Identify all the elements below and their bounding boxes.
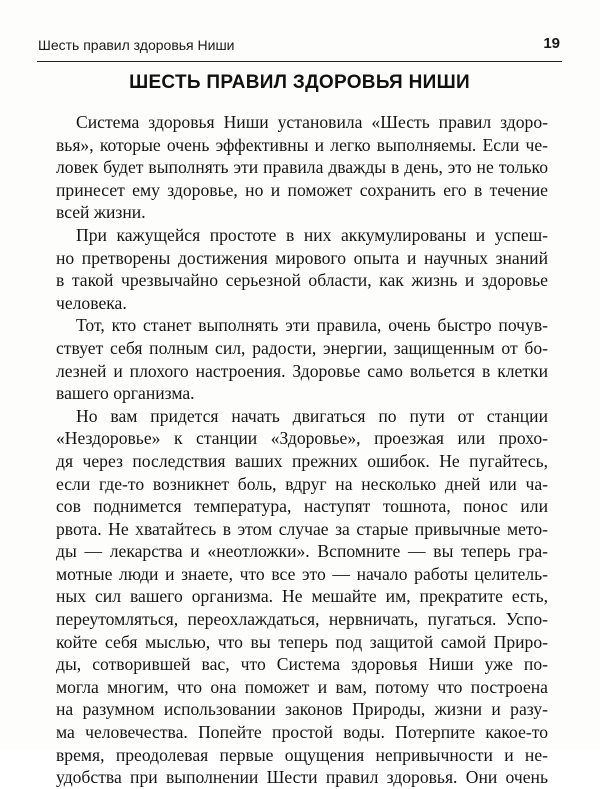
text-line: если где-то возникнет боль, вдруг на несколько дней или ча- (56, 473, 548, 494)
text-line: но претворены достижения мирового опыта и научных знаний (56, 247, 548, 268)
text-line: сов поднимется температура, наступят тошнота, понос или (56, 496, 548, 517)
text-line: «Нездоровье» к станции «Здоровье», проезжая или прохо- (56, 428, 548, 449)
text-line: вашего организма. (56, 383, 195, 404)
text-line: могла многим, что она поможет и вам, потому что построена (56, 676, 548, 697)
page-number: 19 (543, 35, 560, 52)
text-line: в такой чрезвычайно серьезной области, как жизнь и здоровье (56, 270, 548, 291)
chapter-title: ШЕСТЬ ПРАВИЛ ЗДОРОВЬЯ НИШИ (129, 72, 470, 93)
text-line: на разумном использовании законов Природы, жизни и разу- (56, 699, 548, 720)
text-line: ствует себя полным сил, радости, энергии, защищенным от бо- (56, 337, 548, 358)
header-rule (37, 61, 562, 62)
text-line: ных сил вашего организма. Не мешайте им, прекратите есть, (56, 586, 548, 607)
text-line: вья», которые очень эффективны и легко выполняемы. Если че- (56, 134, 548, 155)
text-line: ды — лекарства и «неотложки». Вспомните — вы теперь гра- (56, 541, 548, 562)
text-line: Но вам придется начать двигаться по пути от станции (76, 405, 548, 426)
text-line: принесет ему здоровье, но и поможет сохранить его в течение (56, 179, 548, 200)
text-line: ды, сотворившей вас, что Система здоровья Ниши уже по- (56, 654, 548, 675)
text-line: лезней и плохого настроения. Здоровье само вольется в клетки (56, 360, 548, 381)
text-line: человека. (56, 292, 127, 313)
text-line: переутомляться, переохлаждаться, нервничать, пугаться. Успо- (56, 609, 548, 630)
text-line: Тот, кто станет выполнять эти правила, очень быстро почув- (76, 315, 548, 336)
paragraph (56, 111, 548, 224)
paragraph (56, 314, 548, 404)
text-line: Система здоровья Ниши установила «Шесть правил здоро- (76, 112, 548, 132)
paragraph (56, 224, 548, 314)
body-text (56, 111, 548, 789)
text-line: койте себя мыслью, что вы теперь под защитой самой Приро- (56, 631, 548, 652)
text-line: ловек будет выполнять эти правила дважды в день, это не только (56, 157, 548, 178)
text-line: При кажущейся простоте в них аккумулированы и успеш- (76, 224, 548, 245)
text-line: ма человечества. Попейте простой воды. Потерпите какое-то (56, 722, 548, 743)
text-line: рвота. Не хватайтесь в этом случае за старые привычные мето- (56, 518, 548, 539)
running-title: Шесть правил здоровья Ниши (38, 37, 235, 53)
text-line: дя через последствия ваших прежних ошибок. Не пугайтесь, (56, 450, 548, 471)
text-line: всей жизни. (56, 202, 146, 223)
text-line: удобства при выполнении Шести правил здоровья. Они очень (56, 767, 548, 788)
running-header (38, 34, 562, 60)
text-line: время, преодолевая первые ощущения непривычности и не- (56, 744, 548, 765)
text-line: мотные люди и знаете, что все это — начало работы целитель- (56, 563, 548, 584)
paragraph (56, 405, 548, 789)
